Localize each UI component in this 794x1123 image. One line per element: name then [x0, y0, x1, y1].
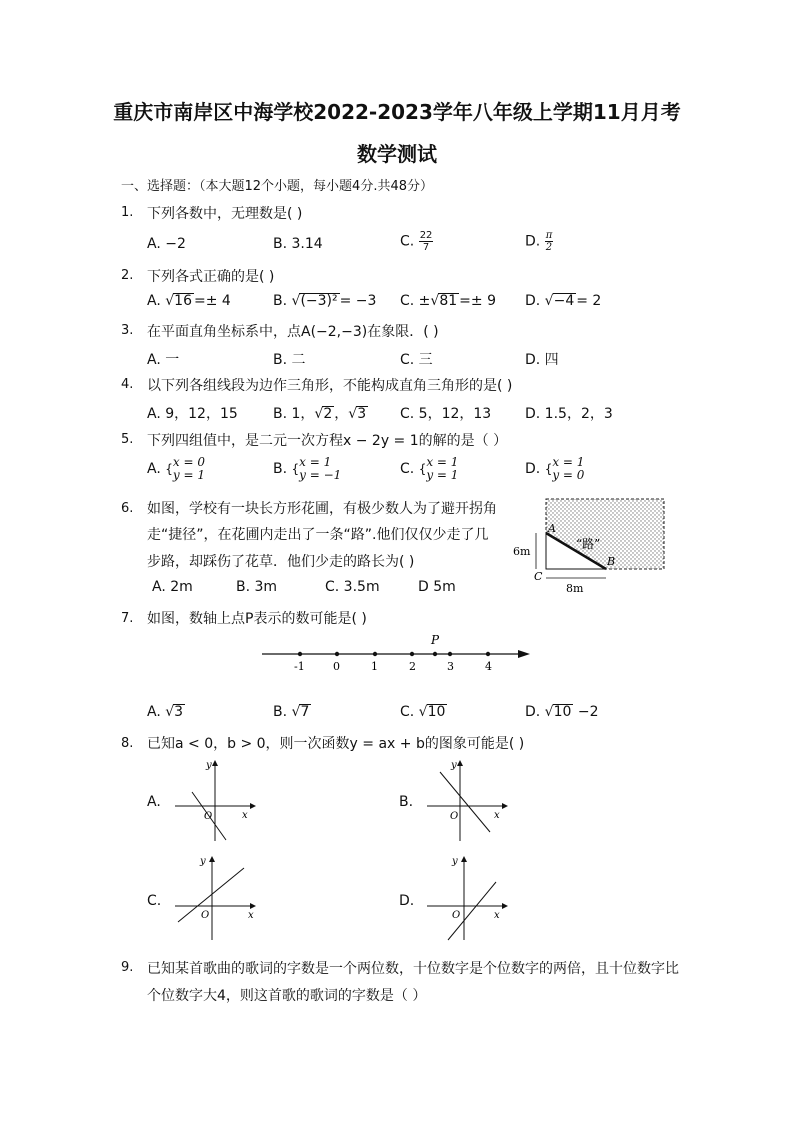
question-number: 5. — [121, 432, 134, 447]
question-text-line3: 步路，却踩伤了花草．他们少走的路长为( ) — [147, 554, 415, 570]
tick-label: 4 — [485, 660, 492, 673]
option-b: B. √7 — [273, 704, 310, 720]
option-c: C. { x = 1 y = 1 — [400, 455, 459, 482]
tick-label: 1 — [371, 660, 378, 673]
option-d: D. √−4 = 2 — [525, 293, 602, 309]
option-c: C. ±√81 =± 9 — [400, 293, 496, 309]
label-a: A — [548, 522, 556, 535]
y-arrow — [212, 760, 218, 766]
option-a: A. 9，12，15 — [147, 406, 238, 422]
question-text: 下列各数中，无理数是( ) — [147, 206, 303, 222]
arrow-head — [518, 650, 530, 658]
tick-dot — [335, 652, 339, 656]
y-arrow — [457, 760, 463, 766]
question-text: 已知a < 0，b > 0，则一次函数y = ax + b的图象可能是( ) — [147, 736, 525, 752]
question-number: 3. — [121, 323, 134, 338]
option-c: C. √10 — [400, 704, 446, 720]
option-b: B. { x = 1 y = −1 — [273, 455, 342, 482]
option-c: C. 5，12，13 — [400, 406, 492, 422]
number-line-figure — [260, 630, 535, 675]
y-label: y — [200, 856, 206, 867]
option-d: D. √10 −2 — [525, 704, 599, 720]
x-label: x — [494, 810, 500, 821]
graph-d — [422, 852, 514, 944]
y-arrow — [461, 856, 467, 862]
option-b-label: B. — [399, 794, 414, 810]
option-b: B. √(−3)² = −3 — [273, 293, 377, 309]
origin-label: O — [201, 910, 210, 921]
option-d: D. { x = 1 y = 0 — [525, 455, 585, 482]
label-road: “路” — [576, 537, 601, 551]
question-number: 7. — [121, 611, 134, 626]
option-c: C. $\frac{22}{7}$ — [400, 230, 433, 253]
x-label: x — [242, 810, 248, 821]
question-text: 以下列各组线段为边作三角形，不能构成直角三角形的是( ) — [147, 378, 513, 394]
option-b: B. 1，√2 ，√3 — [273, 406, 367, 422]
function-line — [178, 868, 244, 922]
tick-dot — [298, 652, 302, 656]
option-a: A. −2 — [147, 236, 186, 252]
question-text-line1: 已知某首歌曲的歌词的字数是一个两位数，十位数字是个位数字的两倍，且十位数字比 — [147, 961, 679, 977]
question-text-line1: 如图，学校有一块长方形花圃，有极少数人为了避开拐角 — [147, 501, 497, 517]
option-d: D. 1.5，2，3 — [525, 406, 613, 422]
option-b: B. 二 — [273, 352, 306, 368]
option-a: A. √3 — [147, 704, 184, 720]
option-a-label: A. — [147, 794, 161, 810]
tick-label: -1 — [294, 660, 305, 673]
question-number: 8. — [121, 736, 134, 751]
origin-label: O — [452, 910, 461, 921]
x-arrow — [502, 903, 508, 909]
origin-label: O — [450, 811, 459, 822]
y-label: y — [452, 856, 458, 867]
tick-dot — [486, 652, 490, 656]
x-label: x — [494, 910, 500, 921]
y-label: y — [451, 760, 457, 771]
tick-label: 2 — [409, 660, 416, 673]
option-c: C. 三 — [400, 352, 433, 368]
question-text: 下列四组值中，是二元一次方程x − 2y = 1的解的是（ ） — [147, 433, 508, 449]
option-a: A. { x = 0 y = 1 — [147, 455, 205, 482]
tick-label: 0 — [333, 660, 340, 673]
label-b: B — [607, 555, 616, 568]
question-number: 2. — [121, 268, 134, 283]
option-a: A. √16 =± 4 — [147, 293, 231, 309]
page-title: 重庆市南岸区中海学校2022-2023学年八年级上学期11月月考 — [113, 100, 681, 124]
question-number: 6. — [121, 501, 134, 516]
question-text: 下列各式正确的是( ) — [147, 269, 275, 285]
tick-dot — [410, 652, 414, 656]
y-label: y — [206, 760, 212, 771]
option-b: B. 3m — [236, 579, 278, 595]
option-a: A. 2m — [152, 579, 193, 595]
option-c: C. 3.5m — [325, 579, 380, 595]
tick-dot — [448, 652, 452, 656]
label-8m: 8m — [566, 582, 584, 595]
graph-a — [170, 756, 260, 846]
y-arrow — [209, 856, 215, 862]
option-b: B. 3.14 — [273, 236, 323, 252]
option-d: D 5m — [418, 579, 456, 595]
option-c-label: C. — [147, 893, 162, 909]
label-c: C — [534, 570, 543, 583]
x-arrow — [250, 803, 256, 809]
tick-label: 3 — [447, 660, 454, 673]
question-text-line2: 个位数字大4，则这首歌的歌词的字数是（ ） — [147, 988, 427, 1004]
option-a: A. 一 — [147, 352, 180, 368]
label-6m: 6m — [513, 545, 531, 558]
option-d: D. 四 — [525, 352, 559, 368]
graph-c — [170, 852, 262, 944]
point-p-label: P — [431, 633, 440, 647]
x-arrow — [250, 903, 256, 909]
function-line — [440, 772, 490, 832]
question-text: 在平面直角坐标系中，点A(−2,−3)在象限．( ) — [147, 324, 439, 340]
question-number: 4. — [121, 377, 134, 392]
x-label: x — [248, 910, 254, 921]
question-number: 9. — [121, 960, 134, 975]
origin-label: O — [204, 811, 213, 822]
page-subtitle: 数学测试 — [357, 142, 437, 166]
point-p-dot — [433, 652, 437, 656]
question-number: 1. — [121, 205, 134, 220]
section-heading: 一、选择题：（本大题12个小题，每小题4分.共48分） — [121, 179, 433, 194]
option-d-label: D. — [399, 893, 415, 909]
question-text: 如图，数轴上点P表示的数可能是( ) — [147, 611, 367, 627]
graph-b — [422, 756, 512, 846]
x-arrow — [502, 803, 508, 809]
tick-dot — [373, 652, 377, 656]
garden-figure — [510, 494, 670, 596]
question-text-line2: 走“捷径”，在花圃内走出了一条“路”.他们仅仅少走了几 — [147, 527, 489, 543]
option-d: D. $\frac{\pi}{2}$ — [525, 230, 553, 253]
